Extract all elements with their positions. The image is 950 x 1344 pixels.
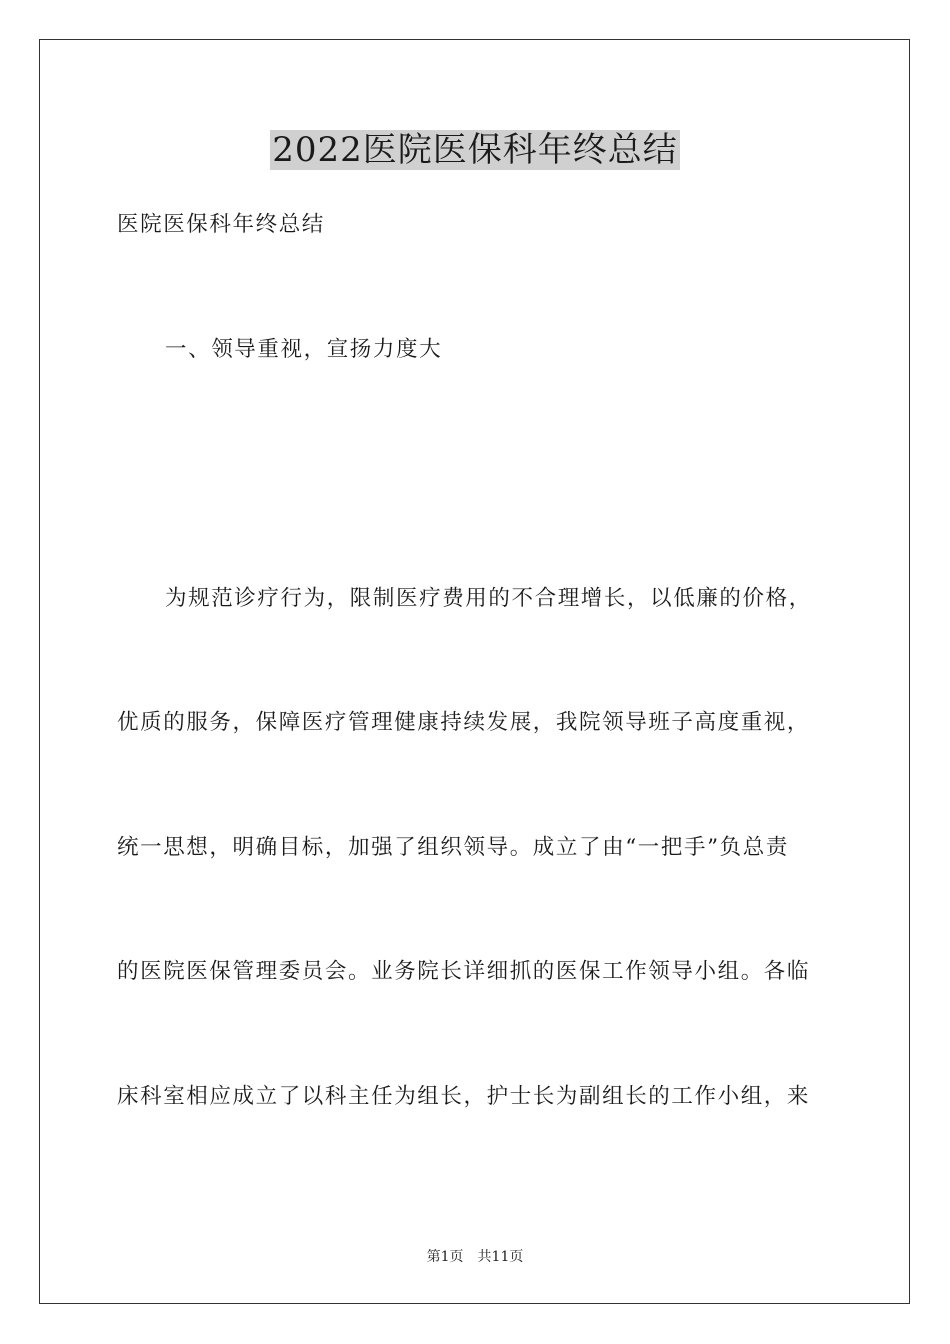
page-footer [0,1248,950,1266]
paragraph-line: 优质的服务，保障医疗管理健康持续发展，我院领导班子高度重视， [117,710,811,735]
paragraph-line: 的医院医保管理委员会。业务院长详细抓的医保工作领导小组。各临 [117,959,811,984]
document-subtitle: 医院医保科年终总结 [117,212,325,237]
paragraph-line: 统一思想，明确目标，加强了组织领导。成立了由“一把手”负总责 [117,835,789,860]
document-title [0,128,950,172]
document-title-text: 2022医院医保科年终总结 [272,130,678,170]
paragraph-line: 为规范诊疗行为，限制医疗费用的不合理增长，以低廉的价格， [165,586,812,611]
paragraph-line: 床科室相应成立了以科主任为组长，护士长为副组长的工作小组，来 [117,1084,811,1109]
page-number: 第1页 [426,1249,464,1265]
section-heading: 一、领导重视，宣扬力度大 [165,337,443,362]
total-pages: 共11页 [477,1249,524,1265]
